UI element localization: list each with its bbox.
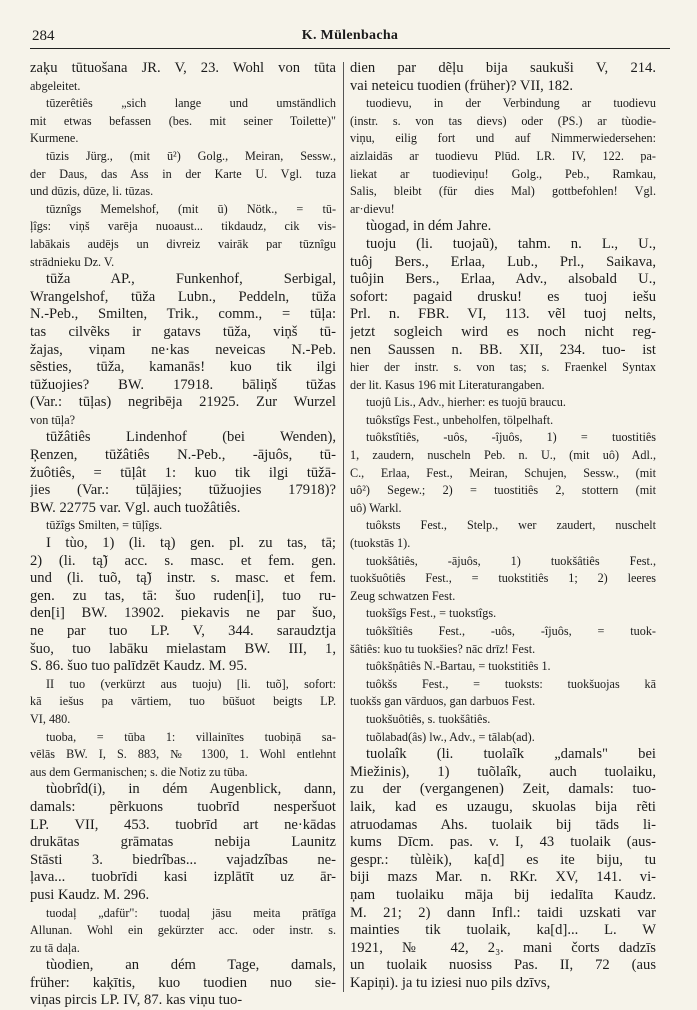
text-line: Miežinis), 1) tuõlaîk, auch tuolaiku, (350, 763, 656, 780)
text-line: tùobrîd(i), in dém Augenblick, dann, (46, 781, 336, 798)
text-line: ļîgs: viņš varēja nuoaust... tikdaudz, cik vis- (30, 219, 336, 234)
text-line: gespr.: tùlèik), ka[d] es ite biju, tu (350, 851, 656, 868)
running-head: K. Mülenbacha (301, 28, 399, 43)
text-line: 1, zaudern, nuscheln Peb. n. U., (mit uô) Adl., (350, 448, 656, 463)
text-line: tūzis Jürg., (mit ū²) Golg., Meiran, Sessw., (46, 148, 336, 163)
text-line: sofort: pagaid drusku! es tuoj iešu (350, 288, 656, 305)
text-line: mit etwas befassen (bes. mit seiner Toilette)" (30, 113, 336, 128)
text-line: LP. VII, 453. tuobrīd art ne·kādas (30, 816, 336, 833)
text-line: tuôkšņâtiês N.-Bartau, = tuokstitiês 1. (366, 659, 551, 674)
text-line: žajas, viņam ne·kas neveicas N.-Peb. (30, 341, 336, 358)
text-line: atruodamas Ahs. tuolaik bij tāds li- (350, 816, 656, 833)
text-line: labākais audējs un divreiz vairāk par tūznîgu (30, 236, 336, 251)
text-line: tuõlabad(âs) lw., Adv., = tālab(ad). (366, 729, 535, 744)
text-line: (tuokstās 1). (350, 536, 411, 551)
text-line: tuodievu, in der Verbindung ar tuodievu (366, 96, 656, 111)
text-line: jetzt sogleich wird es noch nicht reg- (350, 323, 656, 340)
text-line: viņas pircis LP. IV, 87. kas viņu tuo- (30, 992, 243, 1009)
text-line: aizlaidās ar tuodievu Plūd. LR. IV, 122. pa- (350, 148, 656, 163)
text-line: dien par dẽļu bija saukuši V, 214. (350, 60, 656, 76)
text-line: abgeleitet. (30, 78, 81, 93)
text-line: ne par tuo LP. V, 344. saraudztja (30, 623, 336, 639)
text-line: tuôkstîtiês, -uôs, -îjuôs, 1) = tuostitiês (366, 430, 656, 445)
text-line: Salis, bleibt (für dies Mal) gottbefohlen! Vgl. (350, 184, 656, 199)
text-line: tuokšîgs Fest., = tuokstîgs. (366, 606, 497, 621)
text-line: tūzerêtiês „sich lange und umständlich (46, 96, 336, 111)
text-line: tas cilvẽks ir gatavs tūža, viņš tū- (30, 323, 336, 340)
text-line: Kapiņi). ja tu iziesi nuo pils dzīvs, (350, 974, 551, 991)
text-line: tūžuojies? BW. 17918. bāliņš tūžas (30, 376, 336, 393)
page-number: 284 (32, 28, 55, 44)
text-line: und dūzis, dūze, li. tūzas. (30, 184, 154, 199)
text-line: tùodien, an dém Tage, damals, (46, 957, 336, 974)
text-line: kums Dīcm. pas. v. I, 43 tuolaik (aus- (350, 834, 656, 851)
text-line: tuôjin Bers., Erlaa, Adv., alsobald U., (350, 271, 656, 288)
text-line: N.-Peb., Smilten, Trik., comm., = tūļa: (30, 306, 336, 323)
text-line: uô²) Segew.; 2) = tuostitiês 2, stottern (mit (350, 483, 656, 498)
text-line: Ŗenzen, tūžâtiês N.-Peb., -ājuôs, tū- (30, 447, 336, 464)
text-line: šuo, tuo labāku mielastam BW. III, 1, (30, 640, 336, 657)
text-line: Zeug schwatzen Fest. (350, 588, 456, 603)
text-line: tuokšuôtiês, s. tuokšâtiês. (366, 711, 491, 726)
text-line: tuôkšîtiês Fest., -uôs, -îjuôs, = tuok- (366, 624, 656, 638)
text-line: sẽsties, tūža, kamanās! kuo tik ilgi (30, 359, 336, 376)
text-line: tuolaîk (li. tuolaĩk „damals" bei (366, 746, 656, 763)
text-line: tūža AP., Funkenhof, Serbigal, (46, 271, 336, 288)
text-columns (30, 60, 670, 1009)
text-line: zaķu tūtuošana JR. V, 23. Wohl von tūta (30, 60, 336, 76)
text-line: šâtiês: kuo tu tuokšies? nāc drīz! Fest. (350, 641, 536, 656)
text-line: C., Erlaa, Fest., Meiran, Schujen, Sessw., (mit (350, 465, 656, 480)
text-line: drukātas grāmatas nebija Launitz (30, 834, 336, 851)
text-line: Wrangelshof, tūža Lubn., Peddeln, tūža (30, 288, 336, 305)
text-line: tuokšs gan vārduos, gan darbuos Fest. (350, 694, 536, 709)
text-line: von tūļa? (30, 412, 76, 427)
text-line: ņam tuolaiku māja bij iedalīta Kaudz. (350, 886, 656, 903)
text-line: tūžâtiês Lindenhof (bei Wenden), (46, 429, 336, 446)
text-line: nen Saussen n. BB. XII, 234. tuo- ist (350, 341, 656, 358)
text-line: VI, 480. (30, 711, 71, 726)
text-line: I tùo, 1) (li. tą) gen. pl. zu tas, tā; (46, 535, 336, 552)
text-line: 2) (li. tą̃) acc. s. masc. et fem. gen. (30, 552, 336, 569)
text-line: žuôtiês, = tūļât 1: kuo tik ilgi tūžā- (30, 464, 336, 481)
text-line: tūznîgs Memelshof, (mit ū) Nötk., = tū- (46, 201, 336, 216)
text-line: vai neteicu tuodien (früher)? VII, 182. (350, 77, 574, 94)
text-line: tùogad, in dém Jahre. (366, 218, 492, 235)
text-line: der lit. Kasus 196 mit Literaturangaben. (350, 377, 545, 392)
text-line: zu der (vergangenen) Zeit, damals: tuo- (350, 781, 656, 798)
text-line: S. 86. šuo tuo palīdzēt Kaudz. M. 95. (30, 658, 248, 675)
text-line: BW. 22775 var. Vgl. auch tuožâtiês. (30, 499, 241, 516)
text-line: den[i] BW. 13902. piekavis ne par šuo, (30, 605, 336, 622)
text-line: gen. zu tas, tā: šuo ruden[i], tuo ru- (30, 587, 336, 604)
page-header (30, 26, 670, 49)
text-line: uô) Warkl. (350, 500, 402, 515)
right-column (350, 60, 656, 992)
text-line: un tuolaik nuosiss Pas. II, 72 (aus (350, 957, 656, 974)
text-line: laik, kad es uzaugu, skuolas bija rẽti (350, 798, 656, 815)
text-line: tuokšuôtiês Fest., = tuokstitiês 1; 2) leeres (350, 571, 656, 586)
text-line: tuôkstîgs Fest., unbeholfen, tölpelhaft. (366, 412, 554, 427)
text-line: tuodaļ „dafür": tuodaļ jāsu meita prātīga (46, 905, 336, 920)
text-line: liekat ar tuodieviņu! Golg., Peb., Ramkau, (350, 166, 656, 181)
text-line: II tuo (verkürzt aus tuoju) [li. tuõ], sofort: (46, 676, 336, 691)
dictionary-page (30, 26, 670, 1009)
text-line: (instr. s. von tas dievs) oder (PS.) ar tùodie- (350, 113, 656, 128)
text-line: kā iešus pa vārtiem, tuo būšuot beigts LP. (30, 694, 336, 709)
text-line: Prl. n. FBR. VI, 113. vẽl tuoj nelts, (350, 306, 656, 323)
text-line: der Daus, das Ass in der Karte U. Vgl. tuza (30, 166, 336, 181)
text-line: tuokšâtiês, -ājuôs, 1) tuokšâtiês Fest., (366, 553, 656, 568)
left-column (30, 60, 336, 1010)
text-line: 1921, № 42, 2₃. mani čorts dadzīs (350, 939, 656, 956)
text-line: Allunan. Wohl ein gekürzter acc. oder instr. s. (30, 923, 336, 938)
text-line: vēlās BW. I, S. 883, № 1300, 1. Wohl entlehnt (30, 747, 336, 762)
text-line: tuôkšs Fest., = tuoksts: tuokšuojas kā (366, 676, 656, 691)
text-line: zu tā daļa. (30, 940, 80, 955)
text-line: tuôksts Fest., Stelp., wer zaudert, nuschelt (366, 518, 656, 533)
text-line: (Var.: tūļas) negribēja 21925. Zur Wurzel (30, 394, 336, 411)
text-line: tuojû Lis., Adv., hierher: es tuojū braucu. (366, 395, 566, 410)
text-line: mainties tik tuolaik, ka[d]... L. W (350, 922, 656, 939)
text-line: tūžîgs Smilten, = tūļîgs. (46, 518, 163, 533)
text-line: biji mazs Mar. n. RKr. XV, 141. vi- (350, 869, 656, 886)
text-line: früher: kaķītis, kuo tuodien nuo sie- (30, 974, 336, 991)
text-line: aus dem Germanischen; s. die Notiz zu tūba. (30, 764, 248, 779)
text-line: und (li. tuõ, tą̃) instr. s. masc. et fem. (30, 570, 336, 587)
text-line: Kurmene. (30, 131, 79, 146)
text-line: pusi Kaudz. M. 296. (30, 886, 150, 903)
text-line: Stāsti 3. biedrîbas... vajadzîbas ne- (30, 851, 336, 868)
text-line: tuoba, = tūba 1: villainītes tuobiņā sa- (46, 729, 336, 744)
text-line: viņu, eilig fort und auf Nimmerwiedersehen: (350, 131, 656, 146)
text-line: tuôj Bers., Erlaa, Lub., Prl., Saikava, (350, 253, 656, 270)
text-line: ar·dievu! (350, 201, 395, 216)
text-line: damals: pẽrkuons tuobrīd nesperšuot (30, 798, 336, 815)
text-line: M. 21; 2) dann Infl.: taidi uzskati var (350, 904, 656, 921)
text-line: strādnieku Dz. V. (30, 254, 115, 269)
text-line: hier der instr. s. von tas; s. Fraenkel Syntax (350, 360, 656, 375)
text-line: jies (Var.: tūļājies; tūžuojies 17918)? (30, 482, 336, 499)
text-line: tuoju (li. tuojaũ), tahm. n. L., U., (366, 235, 656, 252)
text-line: ļava... tuobrīdi kasi izplātīt uz ār- (30, 869, 336, 886)
